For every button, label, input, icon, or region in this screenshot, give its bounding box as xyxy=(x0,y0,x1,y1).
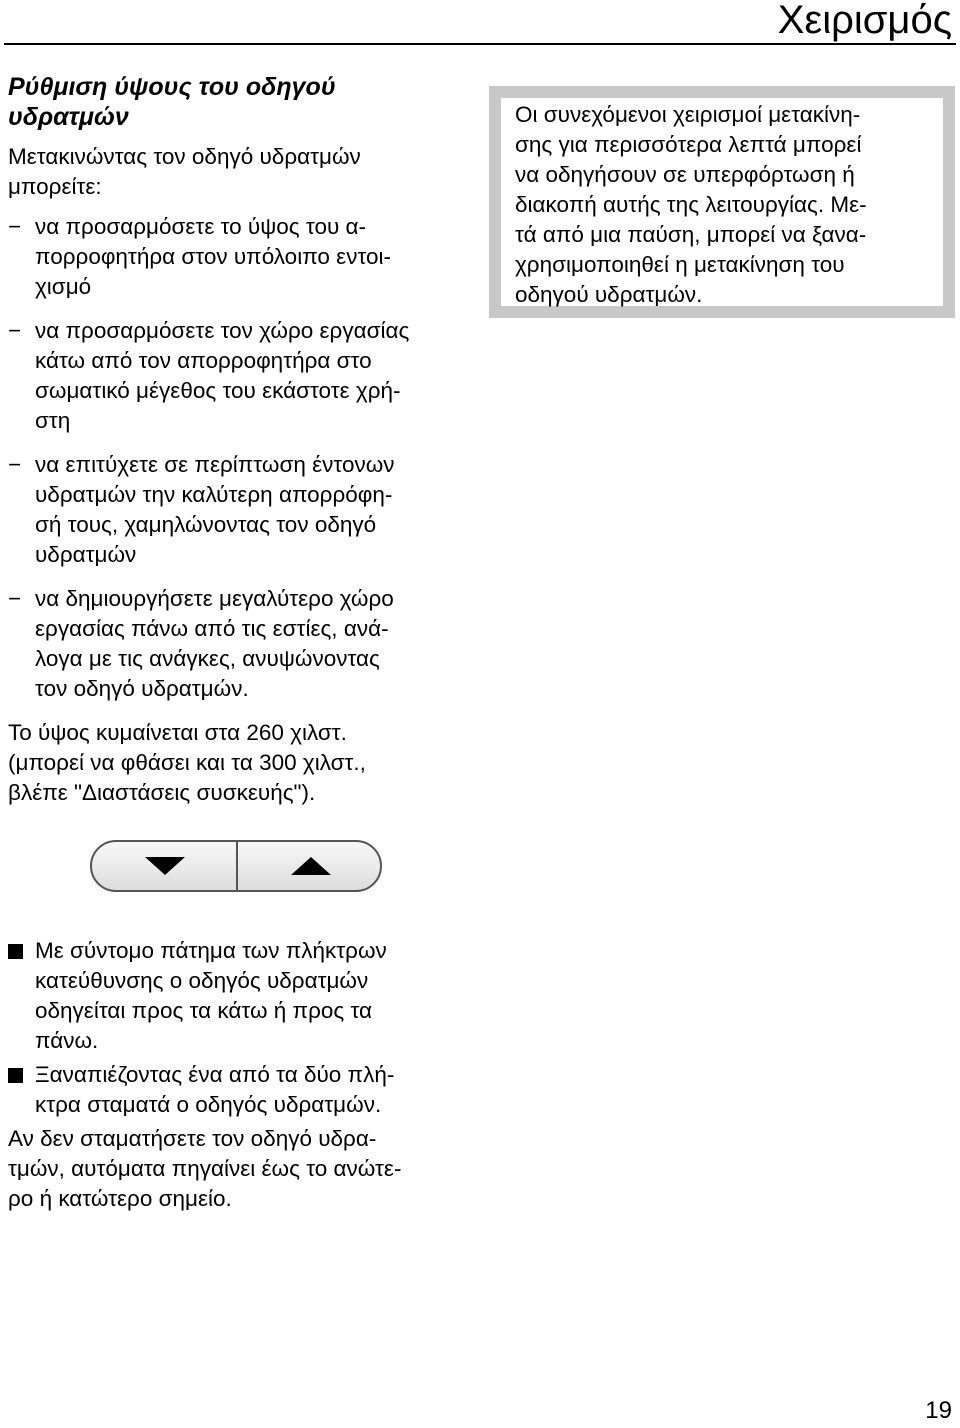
dash-bullet: − xyxy=(8,452,22,477)
note-line: σης για περισσότερα λεπτά μπορεί xyxy=(515,132,862,157)
page-header-title: Χειρισμός xyxy=(777,0,952,42)
instruction-line: Ξαναπιέζοντας ένα από τα δύο πλή- xyxy=(35,1062,395,1087)
list-item-line: να προσαρμόσετε το ύψος του α- xyxy=(35,214,367,239)
intro-paragraph xyxy=(8,142,478,202)
left-column xyxy=(8,72,478,808)
height-range-line: Το ύψος κυμαίνεται στα 260 χιλστ. xyxy=(8,720,347,745)
auto-travel-paragraph xyxy=(8,1124,478,1214)
list-item-line: λογα με τις ανάγκες, ανυψώνοντας xyxy=(35,646,380,671)
note-line: Οι συνεχόμενοι χειρισμοί μετακίνη- xyxy=(515,102,861,127)
list-item-line: να επιτύχετε σε περίπτωση έντονων xyxy=(35,452,395,477)
section-title-line: Ρύθμιση ύψους του οδηγού xyxy=(8,73,336,101)
list-item-line: σωματικό μέγεθος του εκάστοτε χρή- xyxy=(35,378,401,403)
instruction-list xyxy=(8,936,478,1120)
instruction-item xyxy=(8,1060,478,1120)
square-bullet-icon xyxy=(8,944,23,959)
list-item-line: στη xyxy=(35,408,71,433)
dash-bullet: − xyxy=(8,214,22,239)
dash-bullet: − xyxy=(8,318,22,343)
section-title-line: υδρατμών xyxy=(8,103,129,131)
list-item xyxy=(8,212,478,302)
intro-line: Μετακινώντας τον οδηγό υδρατμών xyxy=(8,144,361,169)
square-bullet-icon xyxy=(8,1068,23,1083)
adjustment-benefits-list xyxy=(8,212,478,704)
overload-note-box xyxy=(489,86,955,318)
header-divider xyxy=(4,43,956,45)
list-item xyxy=(8,316,478,436)
list-item-line: να δημιουργήσετε μεγαλύτερο χώρο xyxy=(35,586,394,611)
height-range-paragraph xyxy=(8,718,478,808)
auto-travel-line: τμών, αυτόματα πηγαίνει έως το ανώτε- xyxy=(8,1156,402,1181)
list-item-line: πορροφητήρα στον υπόλοιπο εντοι- xyxy=(35,244,392,269)
note-line: χρησιμοποιηθεί η μετακίνηση του xyxy=(515,252,845,277)
move-down-button[interactable] xyxy=(92,842,237,890)
move-up-button[interactable] xyxy=(238,842,382,890)
list-item-line: χισμό xyxy=(35,274,92,299)
list-item-line: σή τους, χαμηλώνοντας τον οδηγό xyxy=(35,512,377,537)
instruction-item xyxy=(8,936,478,1056)
triangle-up-icon xyxy=(289,855,333,877)
list-item-line: υδρατμών την καλύτερη απορρόφη- xyxy=(35,482,393,507)
note-line: οδηγού υδρατμών. xyxy=(515,282,703,307)
list-item xyxy=(8,450,478,570)
intro-line: μπορείτε: xyxy=(8,174,102,199)
direction-control-panel xyxy=(90,840,382,892)
operation-instructions xyxy=(8,936,478,1214)
section-title xyxy=(8,72,478,132)
auto-travel-line: ρο ή κατώτερο σημείο. xyxy=(8,1186,232,1211)
instruction-line: Με σύντομο πάτημα των πλήκτρων xyxy=(35,938,387,963)
height-range-line: (μπορεί να φθάσει και τα 300 χιλστ., xyxy=(8,750,366,775)
instruction-line: πάνω. xyxy=(35,1028,99,1053)
list-item-line: κάτω από τον απορροφητήρα στο xyxy=(35,348,372,373)
note-line: τά από μια παύση, μπορεί να ξανα- xyxy=(515,222,867,247)
page-number: 19 xyxy=(925,1397,952,1424)
list-item-line: να προσαρμόσετε τον χώρο εργασίας xyxy=(35,318,410,343)
note-line: διακοπή αυτής της λειτουργίας. Με- xyxy=(515,192,867,217)
note-line: να οδηγήσουν σε υπερφόρτωση ή xyxy=(515,162,855,187)
instruction-line: κτρα σταματά ο οδηγός υδρατμών. xyxy=(35,1092,382,1117)
height-range-line: βλέπε "Διαστάσεις συσκευής"). xyxy=(8,780,316,805)
instruction-line: κατεύθυνσης ο οδηγός υδρατμών xyxy=(35,968,369,993)
triangle-down-icon xyxy=(143,855,187,877)
instruction-line: οδηγείται προς τα κάτω ή προς τα xyxy=(35,998,373,1023)
dash-bullet: − xyxy=(8,586,22,611)
list-item-line: τον οδηγό υδρατμών. xyxy=(35,676,249,701)
auto-travel-line: Αν δεν σταματήσετε τον οδηγό υδρα- xyxy=(8,1126,377,1151)
list-item-line: εργασίας πάνω από τις εστίες, ανά- xyxy=(35,616,389,641)
list-item-line: υδρατμών xyxy=(35,542,137,567)
list-item xyxy=(8,584,478,704)
